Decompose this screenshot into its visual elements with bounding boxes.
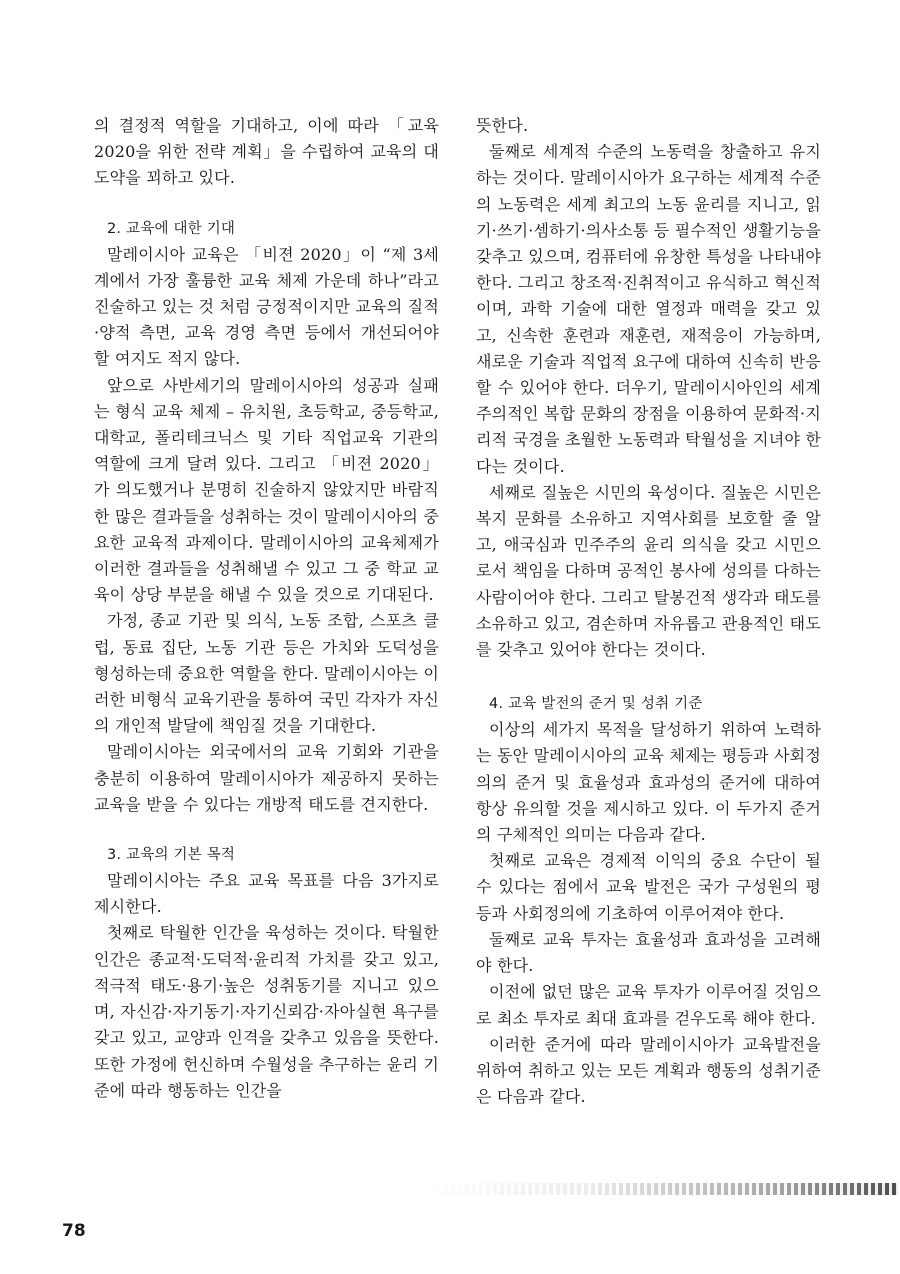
paragraph: 첫째로 교육은 경제적 이익의 중요 수단이 될 수 있다는 점에서 교육 발전은 국가 구성원의 평등과 사회정의에 기초하여 이루어져야 한다. <box>476 851 821 923</box>
paragraph: 이전에 없던 많은 교육 투자가 이루어질 것임으로 최소 투자로 최대 효과를 걷우도록 해야 한다. <box>476 982 821 1028</box>
section-heading-3: 3. 교육의 기본 목적 <box>107 847 236 864</box>
paragraph: 의 결정적 역할을 기대하고, 이에 따라 「교육 2020을 위한 전략 계획」을 수립하여 교육의 대도약을 꾀하고 있다. <box>94 116 439 188</box>
paragraph: 둘째로 교육 투자는 효율성과 효과성을 고려해야 한다. <box>476 929 821 976</box>
paragraph: 첫째로 탁월한 인간을 육성하는 것이다. 탁월한 인간은 종교적·도덕적·윤리적 가치를 갖고 있고, 적극적 태도·용기·높은 성취동기를 지니고 있으며, 자신감·자기동기·자기신뢰감·자아실현 욕구를 갖고 있고, 교양과 인격을 갖추고 있음을 뜻한다. 또한 가정에 헌신하며 수월성을 추구하는 윤리 기준에 따라 행동하는 인간을 <box>94 923 439 1100</box>
paragraph: 말레이시아는 외국에서의 교육 기회와 기관을 충분히 이용하여 말레이시아가 제공하지 못하는 교육을 받을 수 있다는 개방적 태도를 견지한다. <box>94 742 439 814</box>
paragraph: 말레이시아 교육은 「비젼 2020」이 “제 3세계에서 가장 훌륭한 교육 체제 가운데 하나”라고 진술하고 있는 것 처럼 긍정적이지만 교육의 질적·양적 측면, 교육 경영 측면 등에서 개선되어야 할 여지도 적지 않다. <box>94 244 439 369</box>
paragraph: 가정, 종교 기관 및 의식, 노동 조합, 스포츠 클럽, 동료 집단, 노동 기관 등은 가치와 도덕성을 형성하는데 중요한 역할을 한다. 말레이시아는 이러한 비형식 교육기관을 통하여 국민 각자가 자신의 개인적 발달에 책임질 것을 기대한다. <box>94 611 439 736</box>
paragraph: 세째로 질높은 시민의 육성이다. 질높은 시민은 복지 문화를 소유하고 지역사회를 보호할 줄 알고, 애국심과 민주주의 윤리 의식을 갖고 시민으로서 책임을 다하며 공적인 봉사에 성의를 다하는 사람이어야 한다. 그리고 탈봉건적 생각과 태도를 소유하고 있고, 겸손하며 자유롭고 관용적인 태도를 갖추고 있어야 한다는 것이다. <box>476 482 821 660</box>
paragraph: 둘째로 세계적 수준의 노동력을 창출하고 유지하는 것이다. 말레이시아가 요구하는 세계적 수준의 노동력은 세계 최고의 노동 윤리를 지니고, 읽기·쓰기·셈하기·의사소통 등 필수적인 생활기능을 갖추고 있으며, 컴퓨터에 유창한 특성을 나타내야 한다. 그리고 창조적·진취적이고 유식하고 혁신적이며, 과학 기술에 대한 열정과 매력을 갖고 있고, 신속한 훈련과 재훈련, 재적응이 가능하며, 새로운 기술과 직업적 요구에 대하여 신속히 반응할 수 있어야 한다. 더우기, 말레이시아인의 세계주의적인 복합 문화의 장점을 이용하여 문화적·지리적 국경을 초월한 노동력과 탁월성을 지녀야 한다는 것이다. <box>476 142 821 476</box>
paragraph: 이상의 세가지 목적을 달성하기 위하여 노력하는 동안 말레이시아의 교육 체제는 평등과 사회정의의 준거 및 효율성과 효과성의 준거에 대하여 항상 유의할 것을 제시하고 있다. 이 두가지 준거의 구체적인 의미는 다음과 같다. <box>476 720 821 845</box>
paragraph: 뜻한다. <box>476 116 529 135</box>
right-column <box>476 113 821 1110</box>
paragraph: 앞으로 사반세기의 말레이시아의 성공과 실패는 형식 교육 체제 – 유치원, 초등학교, 중등학교, 대학교, 폴리테크닉스 및 기타 직업교육 기관의 역할에 크게 달려 있다. 그리고 「비젼 2020」가 의도했거나 분명히 진술하지 않았지만 바람직한 많은 결과들을 성취하는 것이 말레이시아의 중요한 교육적 과제이다. 말레이시아의 교육체제가 이러한 결과들을 성취해낼 수 있고 그 중 학교 교육이 상당 부분을 해낼 수 있을 것으로 기대된다. <box>94 375 439 605</box>
section-heading-4: 4. 교육 발전의 준거 및 성취 기준 <box>489 696 703 713</box>
paragraph: 이러한 준거에 따라 말레이시아가 교육발전을 위하여 취하고 있는 모든 계획과 행동의 성취기준은 다음과 같다. <box>476 1034 821 1107</box>
left-column <box>94 113 439 1104</box>
page-number: 78 <box>62 1221 86 1241</box>
section-heading-2: 2. 교육에 대한 기대 <box>107 220 236 237</box>
scan-artifact <box>420 1183 898 1195</box>
paragraph: 말레이시아는 주요 교육 목표를 다음 3가지로 제시한다. <box>94 871 439 917</box>
